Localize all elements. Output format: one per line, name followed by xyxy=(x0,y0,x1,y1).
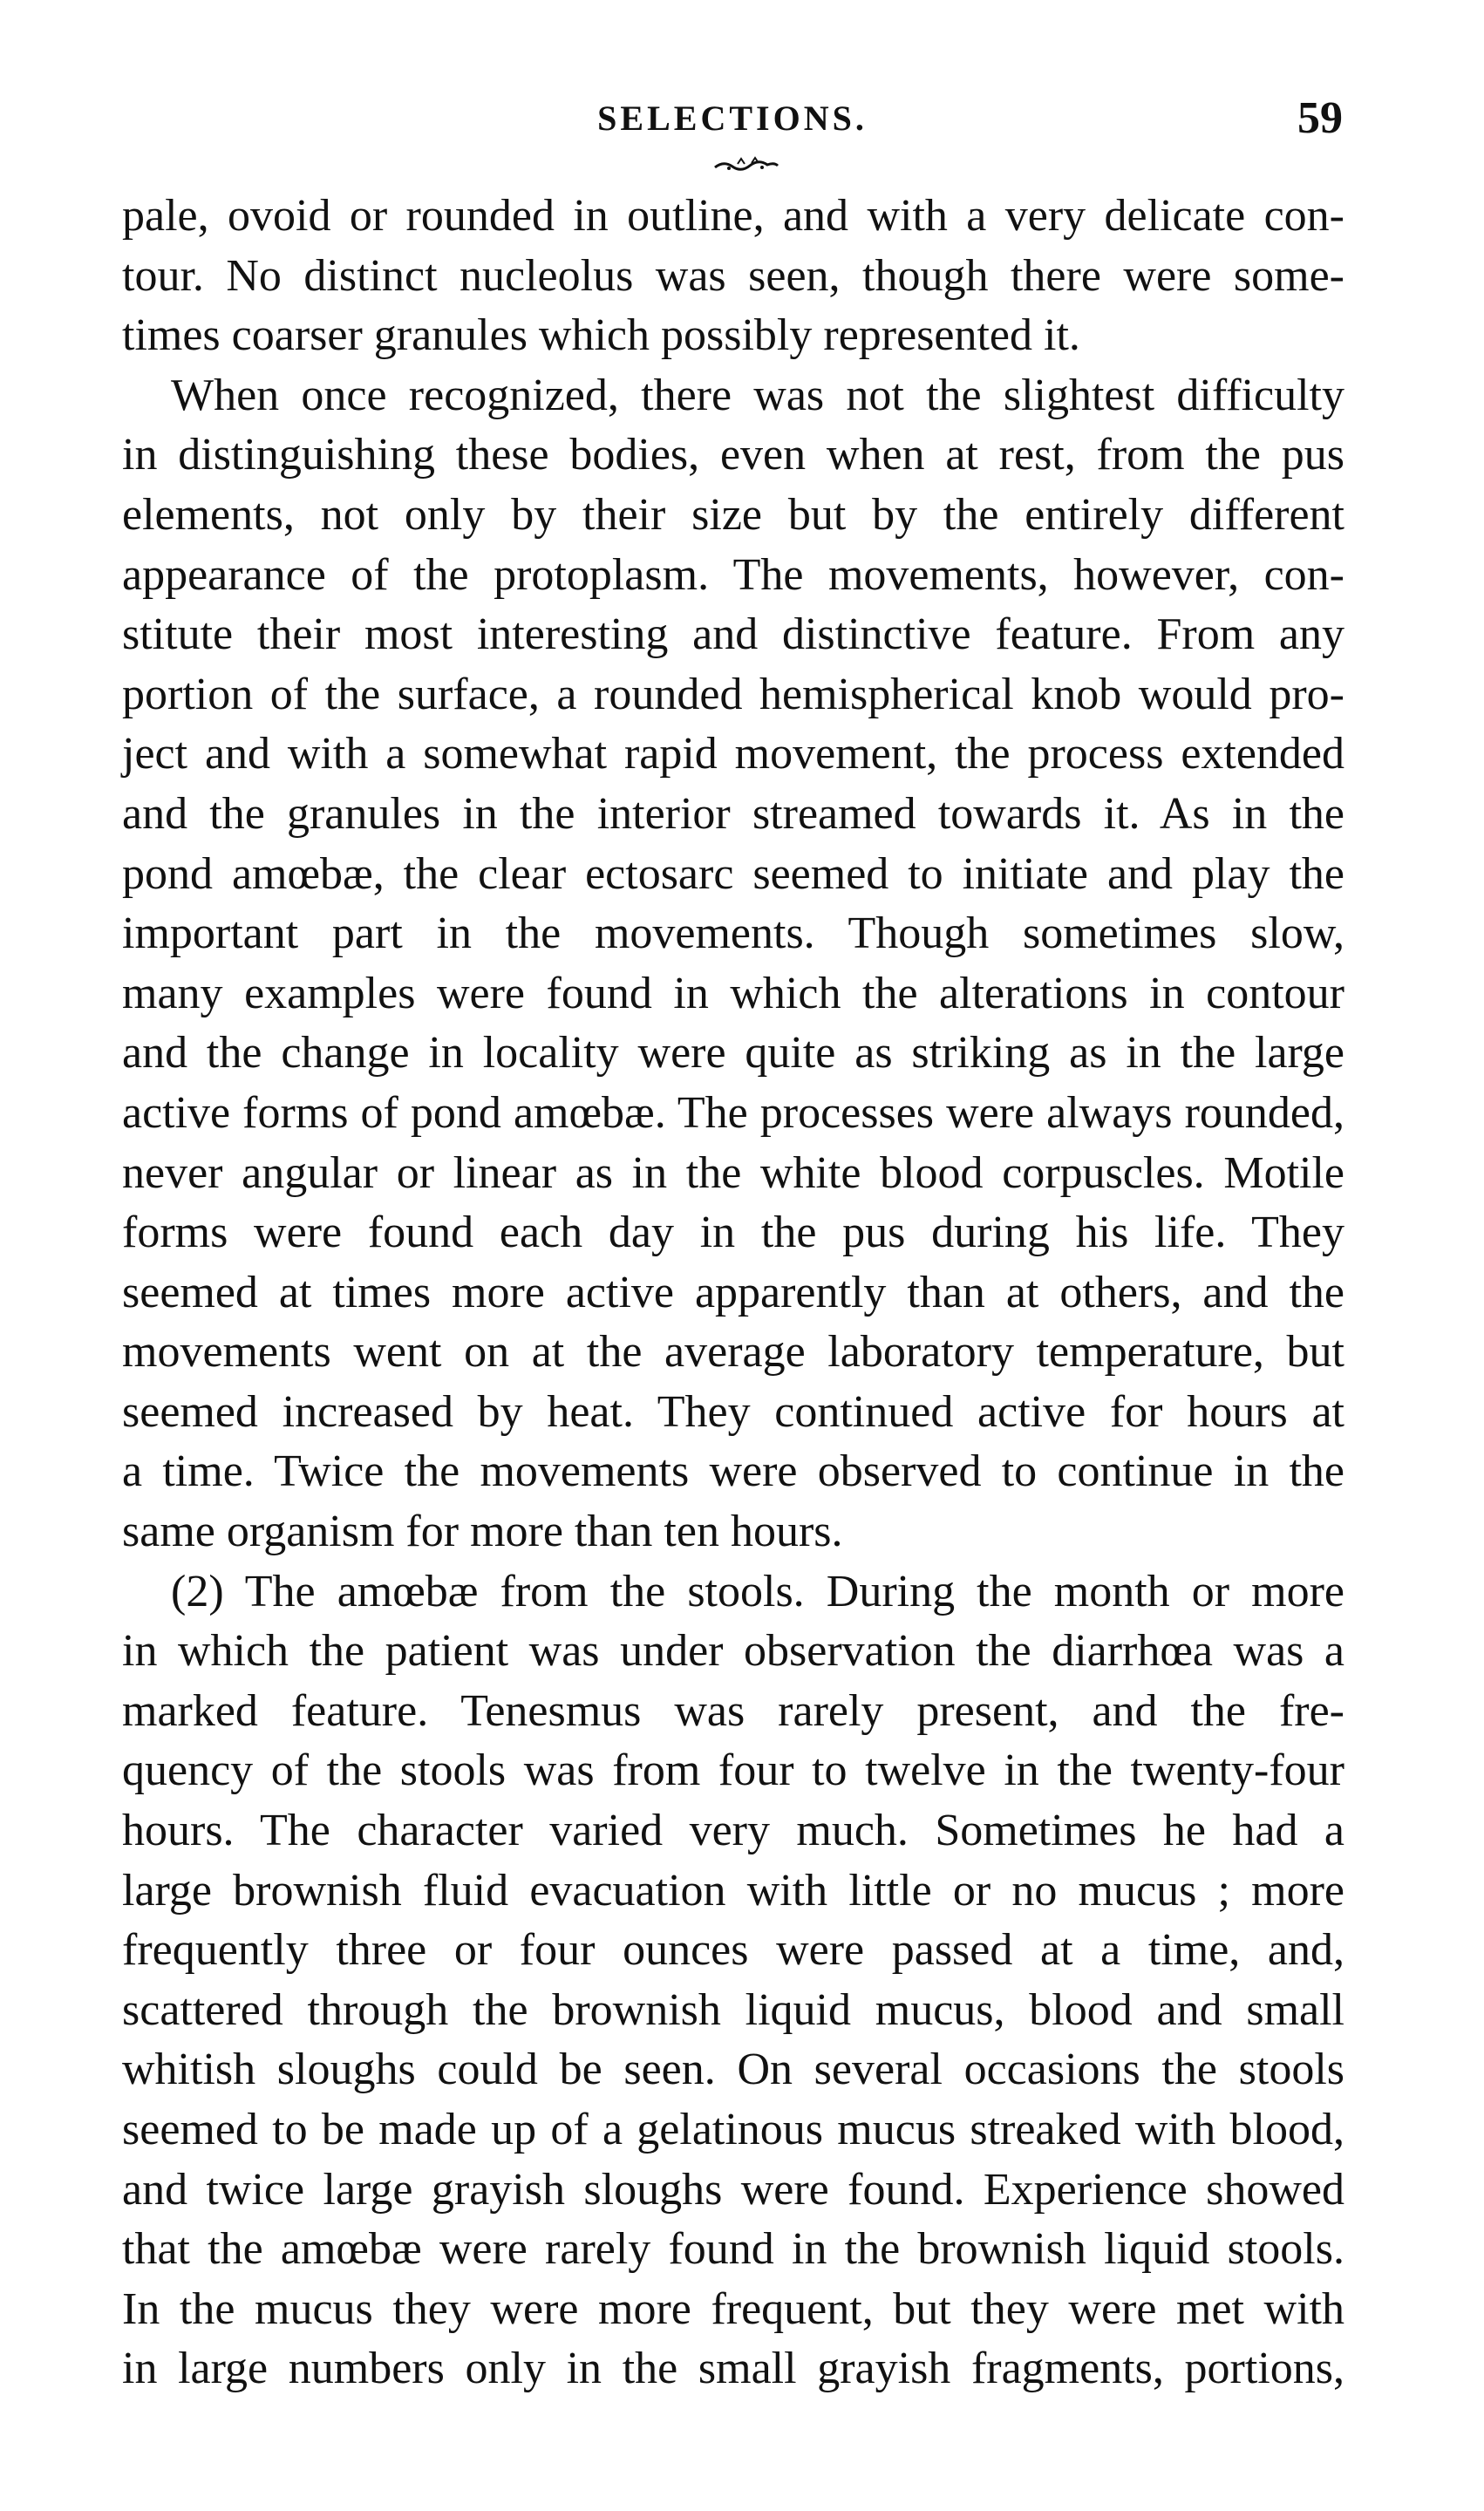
text-line: hours. The character varied very much. Sometimes he had a xyxy=(122,1806,1344,1856)
running-head xyxy=(122,93,1343,150)
text-line: seemed at times more active apparently than at others, and the xyxy=(122,1267,1344,1317)
text-line: a time. Twice the movements were observed to continue in the xyxy=(122,1446,1344,1497)
text-line: forms were found each day in the pus during his life. They xyxy=(122,1208,1344,1258)
text-line: active forms of pond amœbæ. The processes were always rounded, xyxy=(122,1087,1344,1138)
text-line: in distinguishing these bodies, even when at rest, from the pus xyxy=(122,430,1344,480)
text-line: portion of the surface, a rounded hemispherical knob would pro- xyxy=(122,669,1344,719)
text-line: scattered through the brownish liquid mucus, blood and small xyxy=(122,1984,1344,2035)
body-text xyxy=(122,187,1344,2399)
text-line: tour. No distinct nucleolus was seen, though there were some- xyxy=(122,250,1344,301)
text-line: frequently three or four ounces were passed at a time, and, xyxy=(122,1925,1344,1976)
text-line: and the granules in the interior streamed towards it. As in the xyxy=(122,788,1344,839)
text-line: never angular or linear as in the white blood corpuscles. Motile xyxy=(122,1147,1344,1198)
text-line: important part in the movements. Though sometimes slow, xyxy=(122,908,1344,959)
text-line: ject and with a somewhat rapid movement, the process extended xyxy=(122,729,1344,779)
printer-ornament-icon xyxy=(711,155,781,174)
running-title: SELECTIONS. xyxy=(597,99,868,138)
text-line: large brownish fluid evacuation with little or no mucus ; more xyxy=(122,1865,1344,1916)
text-line: movements went on at the average laboratory temperature, but xyxy=(122,1327,1344,1378)
text-line: appearance of the protoplasm. The movements, however, con- xyxy=(122,549,1344,600)
text-line: and twice large grayish sloughs were found. Experience showed xyxy=(122,2164,1344,2215)
text-line: When once recognized, there was not the slightest difficulty xyxy=(171,370,1344,420)
text-line: quency of the stools was from four to twelve in the twenty-four xyxy=(122,1745,1344,1796)
text-line: stitute their most interesting and distinctive feature. From any xyxy=(122,609,1344,660)
text-line: in large numbers only in the small grayish fragments, portions, xyxy=(122,2344,1344,2394)
text-line: many examples were found in which the alterations in contour xyxy=(122,968,1344,1018)
text-line: times coarser granules which possibly represented it. xyxy=(122,310,1080,361)
text-line: whitish sloughs could be seen. On several occasions the stools xyxy=(122,2045,1344,2095)
text-line: and the change in locality were quite as striking as in the large xyxy=(122,1028,1344,1079)
text-line: pond amœbæ, the clear ectosarc seemed to initiate and play the xyxy=(122,848,1344,899)
page-number: 59 xyxy=(1297,93,1343,143)
text-line: elements, not only by their size but by the entirely different xyxy=(122,489,1344,540)
text-line: seemed to be made up of a gelatinous mucus streaked with blood, xyxy=(122,2105,1344,2154)
text-line: (2) The amœbæ from the stools. During the month or more xyxy=(171,1566,1344,1616)
text-line: seemed increased by heat. They continued active for hours at xyxy=(122,1386,1344,1437)
text-line: in which the patient was under observation the diarrhœa was a xyxy=(122,1626,1344,1677)
text-line: pale, ovoid or rounded in outline, and with a very delicate con- xyxy=(122,191,1344,241)
text-line: that the amœbæ were rarely found in the brownish liquid stools. xyxy=(122,2224,1344,2275)
text-line: same organism for more than ten hours. xyxy=(122,1507,843,1557)
text-line: marked feature. Tenesmus was rarely present, and the fre- xyxy=(122,1685,1344,1736)
text-line: In the mucus they were more frequent, but they were met with xyxy=(122,2283,1344,2334)
